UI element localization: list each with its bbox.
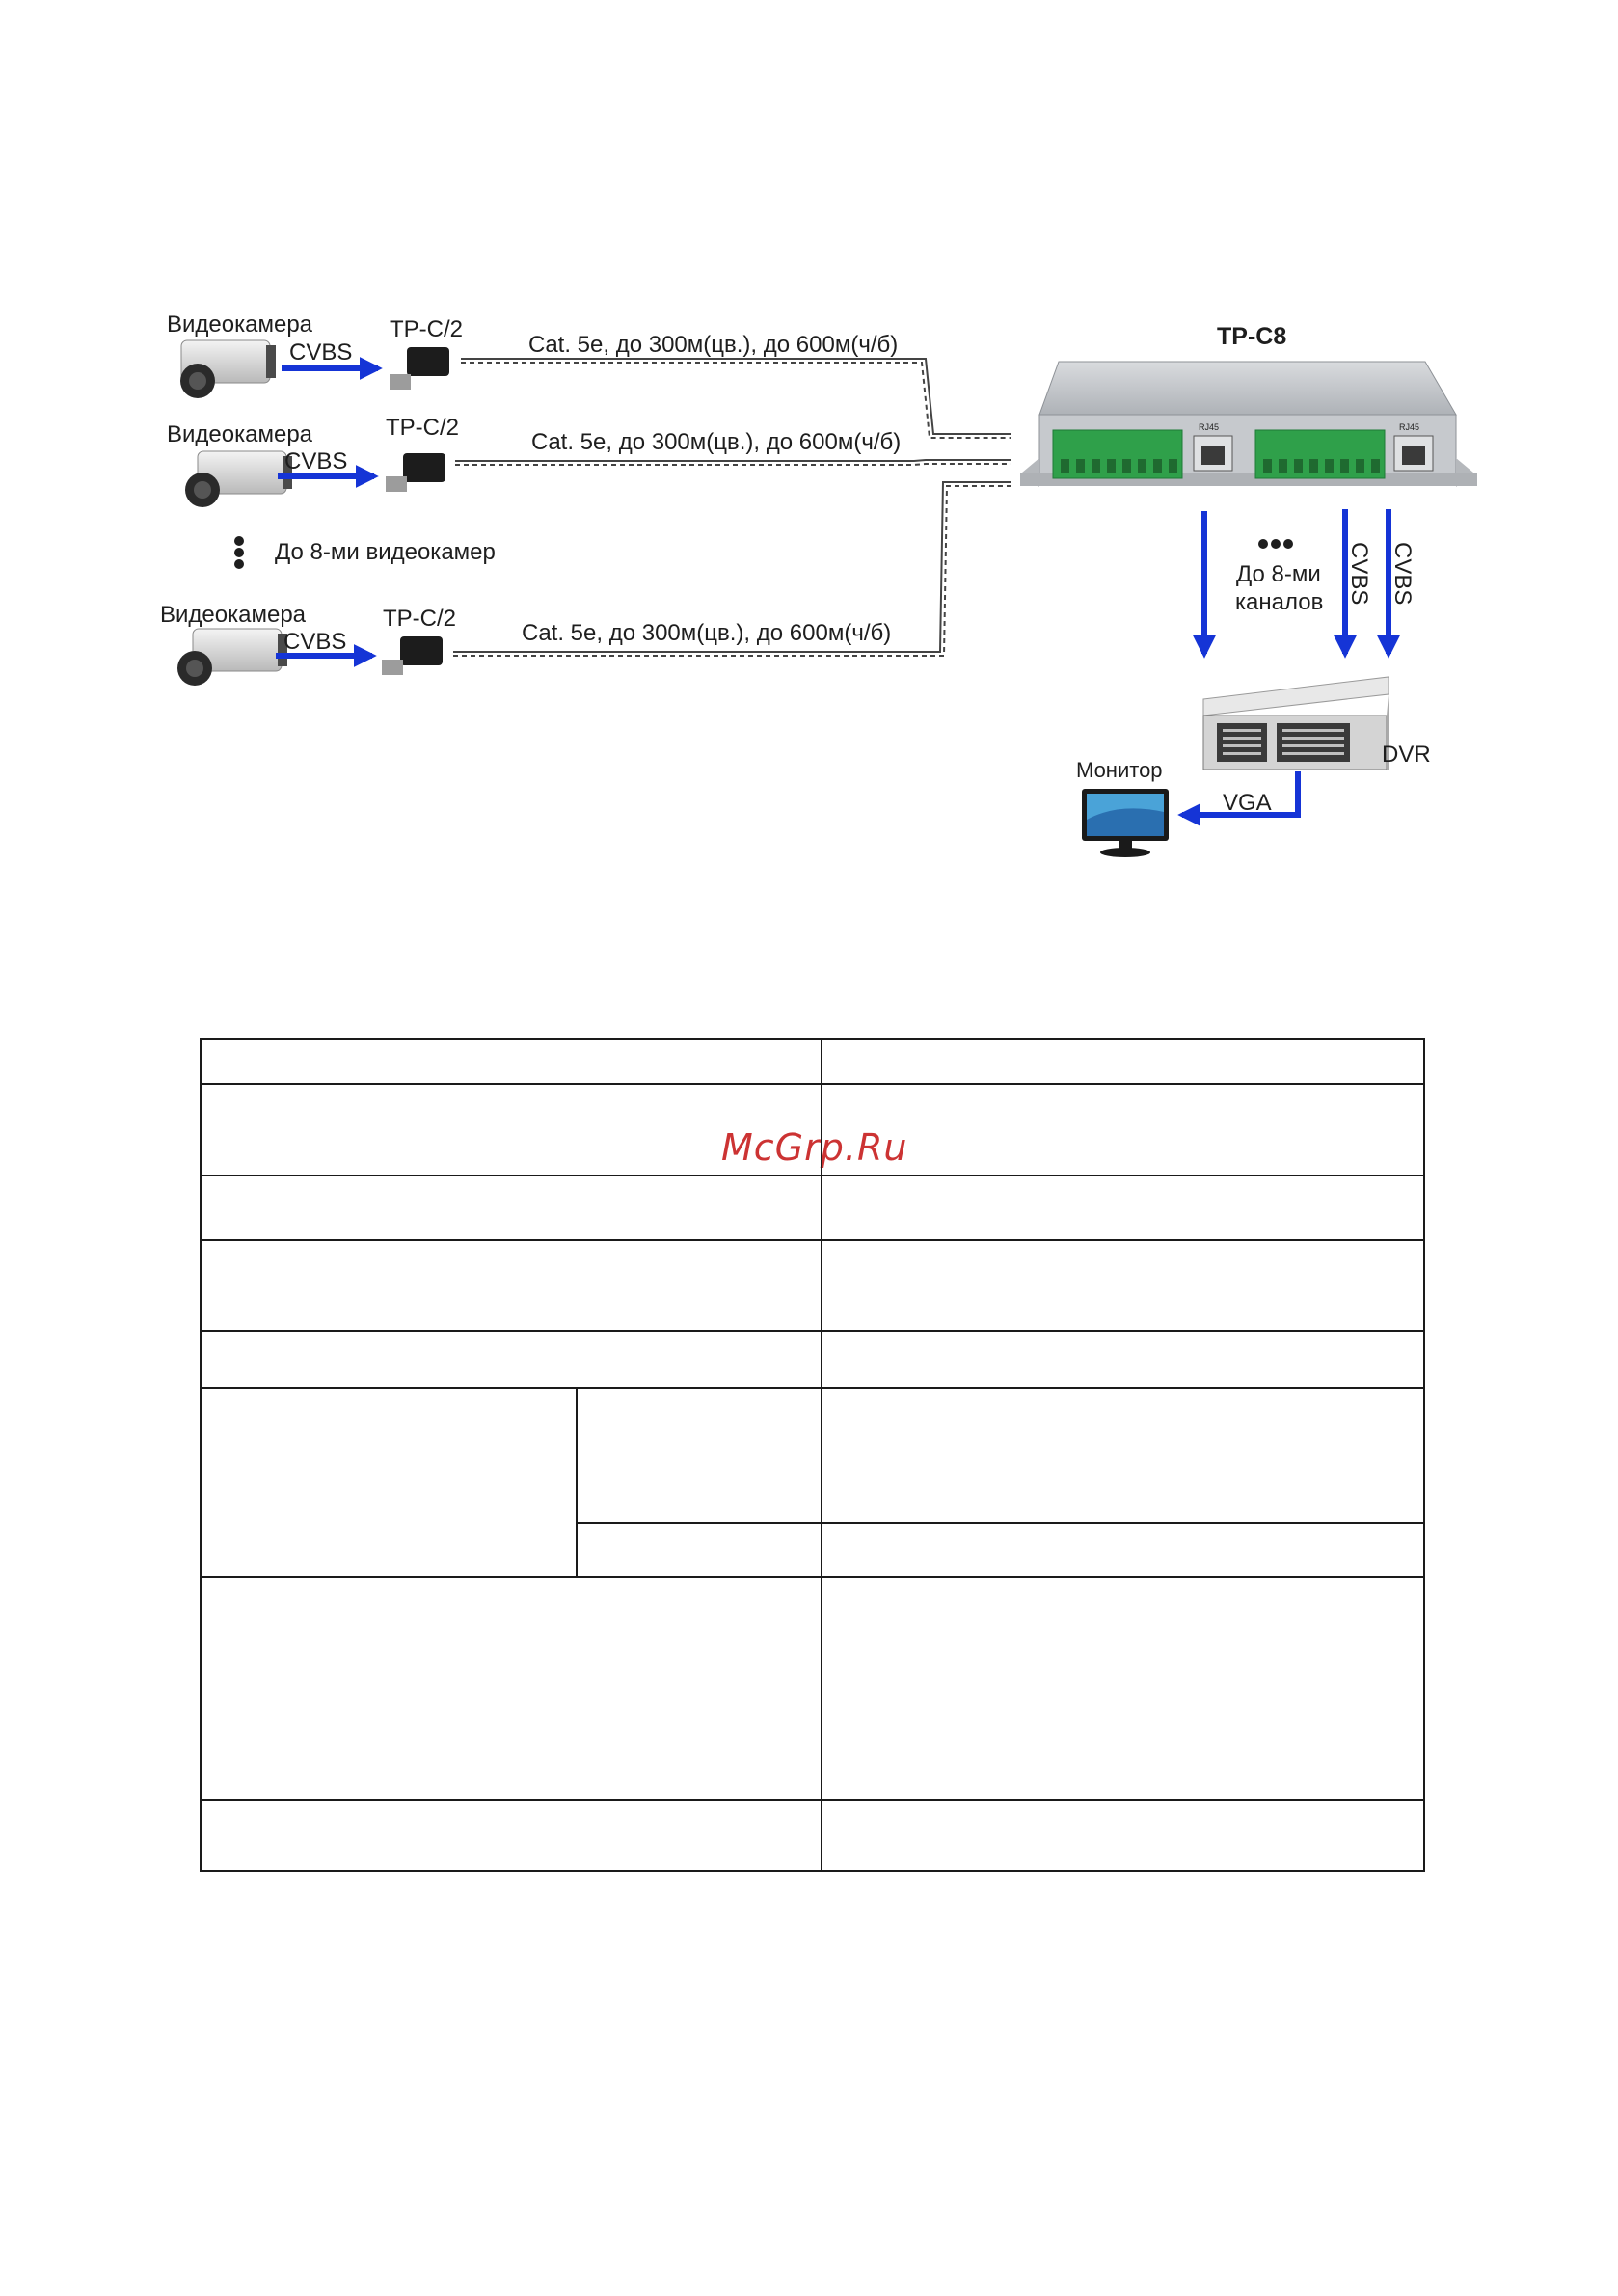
- table-cell: [201, 1331, 822, 1388]
- table-cell: [201, 1039, 822, 1084]
- cable-label: Cat. 5e, до 300м(цв.), до 600м(ч/б): [531, 429, 902, 455]
- table-cell: [201, 1240, 822, 1331]
- table-row: [201, 1084, 1424, 1175]
- monitor-icon: [1082, 789, 1169, 857]
- spec-table: [200, 1038, 1425, 1872]
- up-to-cameras-label: До 8-ми видеокамер: [275, 539, 496, 565]
- table-row: [201, 1388, 1424, 1523]
- rj45-label: RJ45: [1399, 422, 1420, 432]
- cable-label: Cat. 5e, до 300м(цв.), до 600м(ч/б): [528, 332, 899, 358]
- table-cell: [822, 1039, 1424, 1084]
- table-cell: [822, 1388, 1424, 1523]
- table-cell: [201, 1577, 822, 1800]
- receiver-device: [1020, 362, 1477, 487]
- camera-row-3: [160, 602, 891, 686]
- cvbs-vertical-label: CVBS: [1346, 542, 1372, 606]
- table-cell: [201, 1800, 822, 1871]
- dvr-label: DVR: [1382, 742, 1431, 768]
- table-row: [201, 1800, 1424, 1871]
- transmitter-icon: [390, 347, 449, 390]
- table-row: [201, 1331, 1424, 1388]
- table-cell: [201, 1388, 577, 1577]
- channels-label-line2: каналов: [1235, 589, 1324, 615]
- cvbs-label: CVBS: [289, 339, 353, 365]
- table-row: [201, 1577, 1424, 1800]
- camera-label: Видеокамера: [167, 311, 313, 338]
- vga-label: VGA: [1223, 790, 1272, 816]
- transmitter-label: TP-C/2: [383, 606, 457, 632]
- table-cell: [822, 1240, 1424, 1331]
- table-row: [201, 1175, 1424, 1240]
- camera-label: Видеокамера: [167, 421, 313, 447]
- cable-label: Cat. 5e, до 300м(цв.), до 600м(ч/б): [522, 620, 892, 646]
- table-row: [201, 1039, 1424, 1084]
- table-cell: [822, 1577, 1424, 1800]
- table-row: [201, 1240, 1424, 1331]
- table-cell: [577, 1388, 822, 1523]
- transmitter-icon: [382, 636, 443, 675]
- receiver-label: TP-C8: [1217, 323, 1287, 350]
- cvbs-vertical-label: CVBS: [1389, 542, 1416, 606]
- table-cell: [822, 1084, 1424, 1175]
- camera-icon: [177, 629, 287, 686]
- cvbs-label: CVBS: [284, 448, 348, 474]
- table-cell: [822, 1523, 1424, 1577]
- cvbs-label: CVBS: [283, 629, 347, 655]
- table-cell: [822, 1175, 1424, 1240]
- monitor-label: Монитор: [1076, 758, 1163, 782]
- connection-diagram: [0, 0, 1618, 926]
- camera-row-1: [167, 311, 898, 398]
- table-cell: [577, 1523, 822, 1577]
- channels-indicator: [1235, 539, 1323, 615]
- transmitter-icon: [386, 453, 445, 492]
- camera-icon: [180, 340, 276, 398]
- table-cell: [822, 1800, 1424, 1871]
- table-cell: [201, 1084, 822, 1175]
- transmitter-label: TP-C/2: [390, 316, 464, 342]
- rj45-label: RJ45: [1199, 422, 1220, 432]
- table-cell: [822, 1331, 1424, 1388]
- transmitter-label: TP-C/2: [386, 415, 460, 441]
- table-cell: [201, 1175, 822, 1240]
- watermark: McGrp.Ru: [721, 1126, 908, 1169]
- channels-label-line1: До 8-ми: [1236, 561, 1321, 587]
- twisted-pair-cables: [453, 359, 1011, 656]
- camera-label: Видеокамера: [160, 602, 307, 628]
- camera-icon: [185, 451, 292, 507]
- dvr-icon: [1203, 677, 1389, 770]
- more-cameras-indicator: [234, 536, 496, 569]
